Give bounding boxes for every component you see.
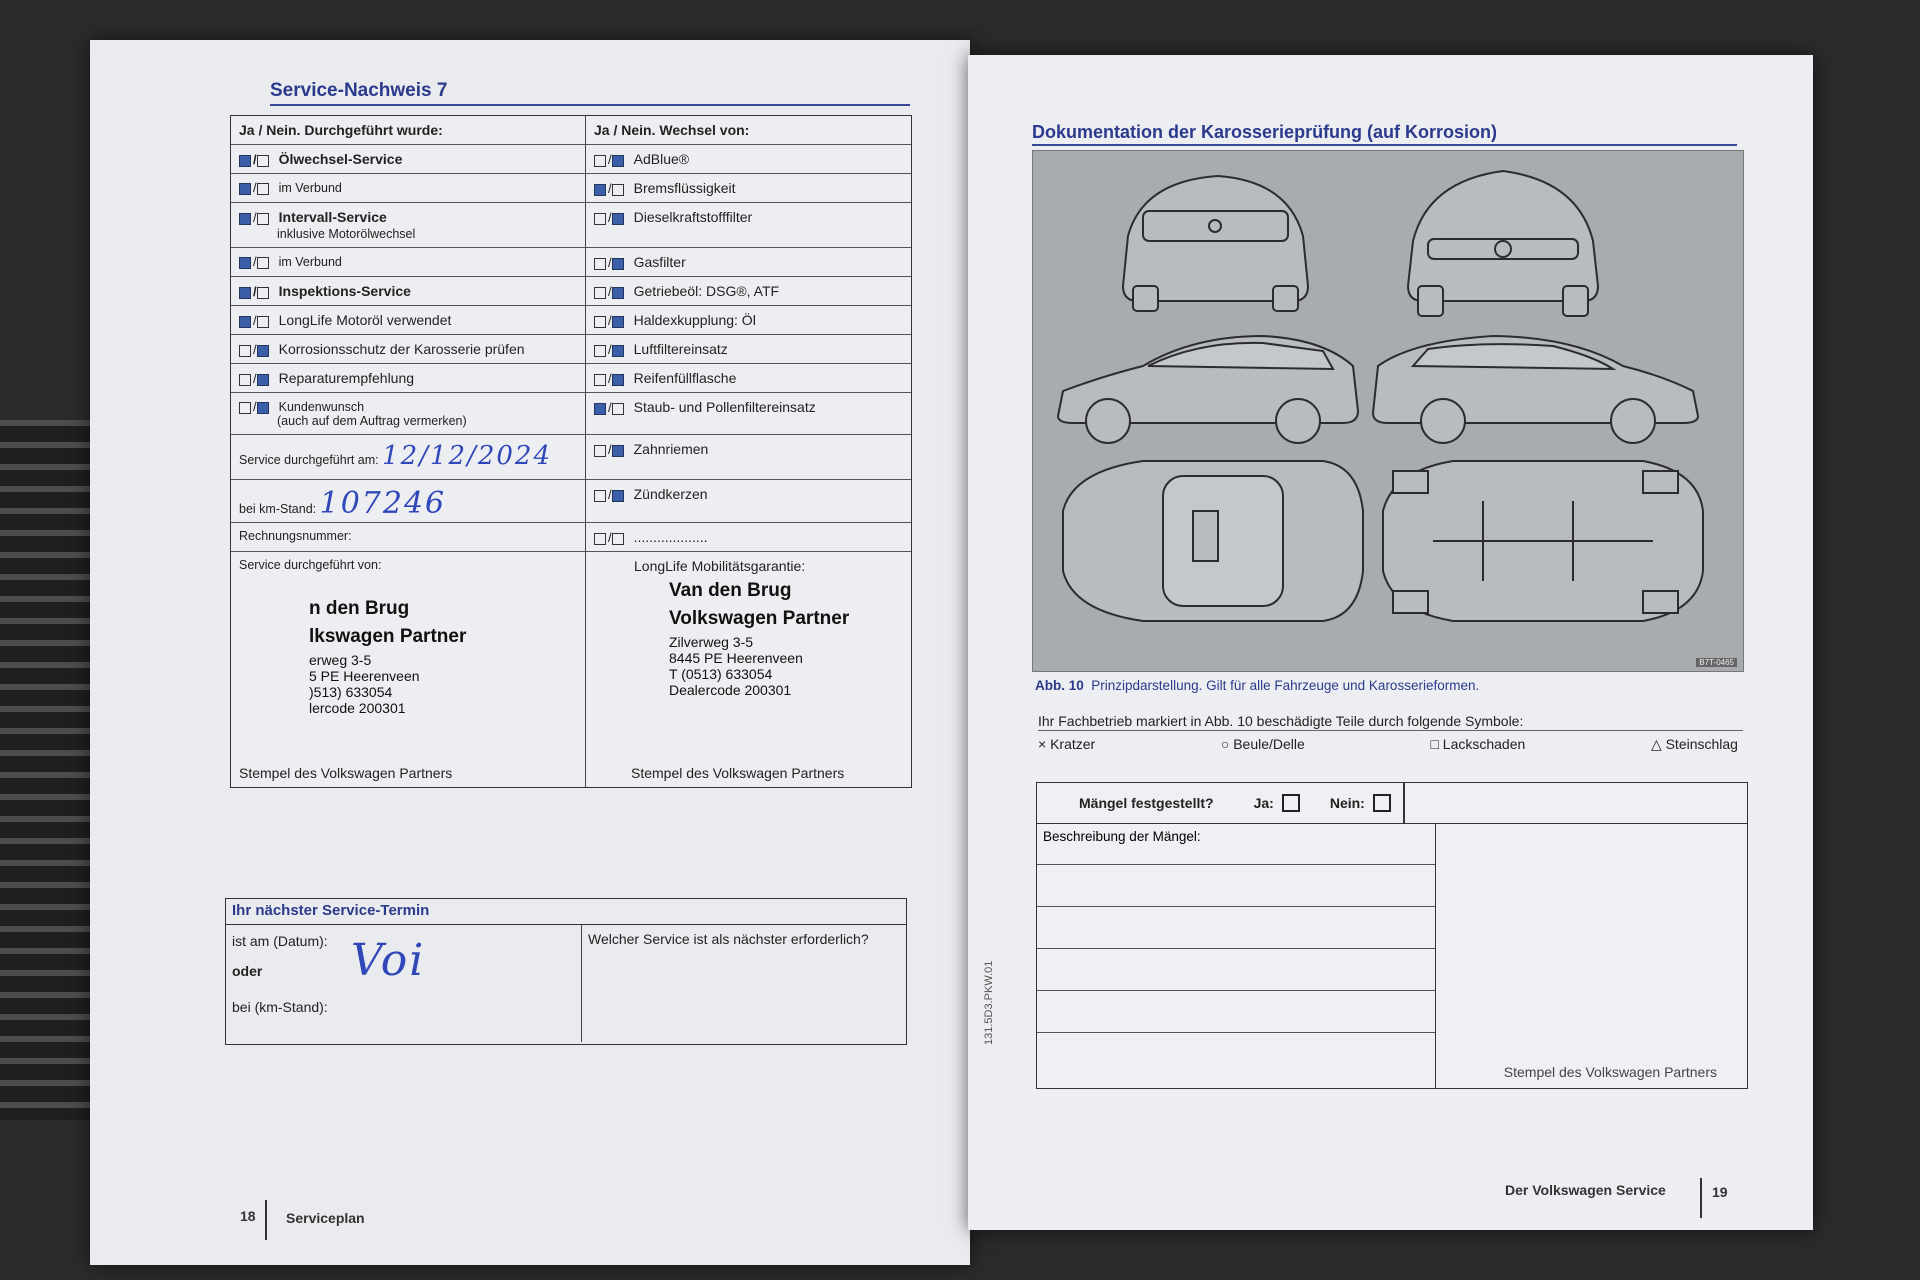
defects-description — [1037, 823, 1436, 1088]
checkbox[interactable] — [257, 402, 269, 414]
checkbox[interactable] — [594, 374, 606, 386]
table-row: bei km-Stand: 107246 / Zündkerzen — [231, 480, 911, 523]
row-label: Reparaturempfehlung — [278, 370, 415, 386]
row-label: Zahnriemen — [633, 441, 709, 457]
page-title: Service-Nachweis 7 — [270, 80, 448, 101]
next-service-title: Ihr nächster Service-Termin — [226, 899, 906, 925]
symbol-paint-damage: □ Lackschaden — [1430, 736, 1526, 752]
header-divider — [1403, 783, 1405, 823]
stamp-line: erweg 3-5 — [309, 652, 372, 668]
description-line[interactable] — [1037, 865, 1435, 907]
checkbox[interactable] — [612, 533, 624, 545]
row-sublabel: inklusive Motorölwechsel — [277, 227, 416, 241]
row-label: im Verbund — [278, 181, 342, 195]
table-row: / Korrosionsschutz der Karosserie prüfen / Luftfiltereinsatz — [231, 335, 911, 364]
checkbox[interactable] — [594, 533, 606, 545]
checkbox[interactable] — [239, 257, 251, 269]
next-km-label: bei (km-Stand): — [232, 999, 328, 1015]
description-line[interactable] — [1037, 1033, 1435, 1074]
defects-header — [1037, 783, 1747, 824]
checkbox[interactable] — [612, 184, 624, 196]
longlife-label: LongLife Mobilitätsgarantie: — [634, 558, 806, 574]
checkbox[interactable] — [239, 374, 251, 386]
checkbox[interactable] — [612, 287, 624, 299]
stamp-line: 5 PE Heerenveen — [309, 668, 420, 684]
stamp-line: 8445 PE Heerenveen — [669, 650, 803, 666]
stamp-line: n den Brug — [309, 598, 410, 619]
stamp-line: Zilverweg 3-5 — [669, 634, 754, 650]
checkbox[interactable] — [594, 403, 606, 415]
stamp-line: )513) 633054 — [309, 684, 393, 700]
service-date-handwritten: 12/12/2024 — [382, 441, 552, 471]
defects-box — [1036, 782, 1748, 1089]
symbol-stone-chip: △ Steinschlag — [1650, 736, 1738, 752]
checkbox[interactable] — [257, 316, 269, 328]
next-service-box — [225, 898, 907, 1045]
row-label: Bremsflüssigkeit — [633, 180, 736, 196]
checkbox[interactable] — [612, 345, 624, 357]
checkbox[interactable] — [612, 258, 624, 270]
checkbox[interactable] — [594, 258, 606, 270]
page-section: Der Volkswagen Service — [1505, 1182, 1666, 1198]
checkbox[interactable] — [594, 445, 606, 457]
row-label: Luftfiltereinsatz — [633, 341, 728, 357]
row-label: Dieselkraftstofffilter — [633, 209, 753, 225]
row-label: Zündkerzen — [633, 486, 708, 502]
stamp-caption: Stempel des Volkswagen Partners — [1503, 1064, 1717, 1080]
row-label: Inspektions-Service — [278, 283, 411, 299]
page-number: 19 — [1712, 1184, 1728, 1200]
km-handwritten: 107246 — [319, 486, 447, 521]
footer-divider — [265, 1200, 267, 1240]
invoice-dots: ................... — [633, 529, 708, 545]
title-rule — [270, 104, 910, 106]
left-page — [90, 40, 970, 1265]
table-row: / LongLife Motoröl verwendet / Haldexkupplung: Öl — [231, 306, 911, 335]
figure-code: B7T-0465 — [1696, 658, 1737, 667]
checkbox[interactable] — [239, 402, 251, 414]
header-replaced: Ja / Nein. Wechsel von: — [594, 122, 750, 138]
checkbox[interactable] — [239, 183, 251, 195]
stamp-right — [669, 580, 903, 698]
yes-checkbox[interactable] — [1282, 794, 1300, 812]
checkbox[interactable] — [612, 213, 624, 225]
row-label: Reifenfüllflasche — [633, 370, 737, 386]
next-or-label: oder — [232, 963, 263, 979]
symbol-legend — [1038, 736, 1738, 753]
checkbox[interactable] — [612, 490, 624, 502]
car-top-view — [1063, 461, 1363, 621]
next-date-label: ist am (Datum): — [232, 933, 328, 949]
table-header — [231, 116, 911, 145]
checkbox[interactable] — [594, 155, 606, 167]
caption-label: Abb. 10 — [1035, 678, 1084, 693]
row-label: Gasfilter — [633, 254, 686, 270]
checkbox[interactable] — [612, 445, 624, 457]
defects-question: Mängel festgestellt? — [1079, 795, 1214, 811]
checkbox[interactable] — [257, 155, 269, 167]
checkbox[interactable] — [257, 213, 269, 225]
table-row: / im Verbund / Bremsflüssigkeit — [231, 174, 911, 203]
checkbox[interactable] — [239, 155, 251, 167]
stamp-line: Volkswagen Partner — [669, 608, 850, 629]
side-code: 131.5D3.PKW.01 — [983, 960, 995, 1045]
table-row: / Inspektions-Service / Getriebeöl: DSG®, ATF — [231, 277, 911, 306]
checkbox[interactable] — [594, 490, 606, 502]
symbol-scratch: × Kratzer — [1038, 736, 1096, 752]
table-row: / Ölwechsel-Service / AdBlue® — [231, 145, 911, 174]
row-label: LongLife Motoröl verwendet — [278, 312, 452, 328]
title-rule — [1032, 144, 1737, 146]
car-rear-view — [1123, 176, 1308, 311]
next-question: Welcher Service ist als nächster erforderlich? — [588, 931, 869, 947]
checkbox[interactable] — [257, 287, 269, 299]
stamp-line: Dealercode 200301 — [669, 682, 792, 698]
row-label: Getriebeöl: DSG®, ATF — [633, 283, 780, 299]
stamp-line: lercode 200301 — [309, 700, 406, 716]
car-underbody-view — [1383, 461, 1703, 621]
checkbox[interactable] — [257, 257, 269, 269]
car-side-view-left — [1058, 336, 1358, 443]
table-row: / im Verbund / Gasfilter — [231, 248, 911, 277]
performed-by-label: Service durchgeführt von: — [239, 558, 382, 572]
row-label: Korrosionsschutz der Karosserie prüfen — [278, 341, 525, 357]
no-label: Nein: — [1329, 795, 1365, 811]
service-table — [230, 115, 912, 788]
row-label: Haldexkupplung: Öl — [633, 312, 756, 328]
description-label: Beschreibung der Mängel: — [1037, 823, 1435, 865]
checkbox[interactable] — [239, 287, 251, 299]
no-checkbox[interactable] — [1373, 794, 1391, 812]
row-label: Staub- und Pollenfiltereinsatz — [633, 399, 816, 415]
car-drawings — [1033, 151, 1743, 671]
symbol-dent: ○ Beule/Delle — [1220, 736, 1305, 752]
table-row: Rechnungsnummer: / ................... — [231, 523, 911, 552]
stamp-line: T (0513) 633054 — [669, 666, 773, 682]
next-handwritten: Voi — [351, 935, 426, 986]
row-label: AdBlue® — [633, 151, 690, 167]
checkbox[interactable] — [594, 287, 606, 299]
row-sublabel: (auch auf dem Auftrag vermerken) — [277, 414, 467, 428]
checkbox[interactable] — [594, 213, 606, 225]
description-line[interactable] — [1037, 907, 1435, 949]
checkbox[interactable] — [612, 316, 624, 328]
checkbox[interactable] — [257, 374, 269, 386]
table-row: Service durchgeführt am: 12/12/2024 / Zahnriemen — [231, 435, 911, 480]
table-row: / Kundenwunsch (auch auf dem Auftrag vermerken) / Staub- und Pollenfiltereinsatz — [231, 393, 911, 435]
stamp-row — [231, 552, 911, 787]
stamp-line: lkswagen Partner — [309, 626, 467, 647]
invoice-label: Rechnungsnummer: — [231, 523, 586, 551]
caption-text: Prinzipdarstellung. Gilt für alle Fahrzeuge und Karosserieformen. — [1091, 678, 1480, 693]
stamp-left — [309, 598, 577, 716]
figure-caption — [1035, 678, 1479, 693]
checkbox[interactable] — [612, 403, 624, 415]
checkbox[interactable] — [594, 184, 606, 196]
note-rule — [1038, 730, 1743, 731]
page-number: 18 — [240, 1208, 256, 1224]
marking-note: Ihr Fachbetrieb markiert in Abb. 10 beschädigte Teile durch folgende Symbole: — [1038, 713, 1524, 729]
checkbox[interactable] — [594, 316, 606, 328]
row-label: Ölwechsel-Service — [278, 151, 403, 167]
car-side-view-right — [1373, 336, 1698, 443]
checkbox[interactable] — [612, 374, 624, 386]
table-row: / Intervall-Service inklusive Motorölwechsel / Dieselkraftstofffilter — [231, 203, 911, 248]
checkbox[interactable] — [594, 345, 606, 357]
car-front-view — [1408, 171, 1598, 316]
row-label: im Verbund — [278, 255, 342, 269]
service-date-label: Service durchgeführt am: — [239, 453, 379, 467]
table-row: / Reparaturempfehlung / Reifenfüllflasche — [231, 364, 911, 393]
stamp-caption: Stempel des Volkswagen Partners — [631, 765, 845, 781]
stamp-caption: Stempel des Volkswagen Partners — [239, 765, 453, 781]
page-title: Dokumentation der Karosserieprüfung (auf Korrosion) — [1032, 122, 1498, 142]
checkbox[interactable] — [239, 345, 251, 357]
description-line[interactable] — [1037, 949, 1435, 991]
footer-divider — [1700, 1178, 1702, 1218]
checkbox[interactable] — [612, 155, 624, 167]
km-label: bei km-Stand: — [239, 502, 317, 516]
page-section: Serviceplan — [286, 1210, 365, 1226]
row-label: Intervall-Service — [278, 209, 387, 225]
checkbox[interactable] — [257, 183, 269, 195]
row-label: Kundenwunsch — [278, 400, 365, 414]
car-diagram — [1032, 150, 1744, 672]
stamp-line: Van den Brug — [669, 580, 792, 601]
checkbox[interactable] — [257, 345, 269, 357]
checkbox[interactable] — [239, 316, 251, 328]
yes-label: Ja: — [1253, 795, 1274, 811]
checkbox[interactable] — [239, 213, 251, 225]
description-line[interactable] — [1037, 991, 1435, 1033]
header-performed: Ja / Nein. Durchgeführt wurde: — [231, 116, 586, 144]
